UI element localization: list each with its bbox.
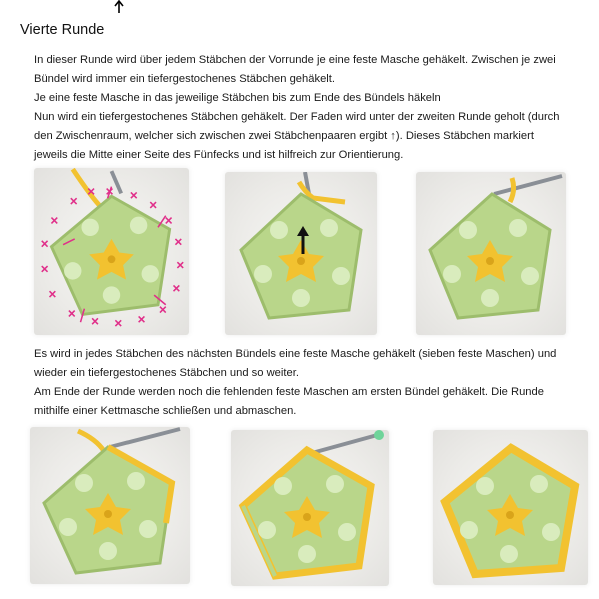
text-line: In dieser Runde wird über jedem Stäbchen der Vorrunde je eine feste Masche gehäkelt. Zwischen je zwei bbox=[34, 54, 556, 66]
step-1-photo bbox=[34, 168, 189, 335]
step-2-photo bbox=[225, 172, 377, 335]
text-line: mithilfe einer Kettmasche schließen und abmaschen. bbox=[34, 405, 297, 417]
text-line: Bündel wird immer ein tiefergestochenes Stäbchen gehäkelt. bbox=[34, 73, 335, 85]
text-line: Je eine feste Masche in das jeweilige Stäbchen bis zum Ende des Bündels häkeln bbox=[34, 92, 441, 104]
continuation-paragraph bbox=[34, 345, 586, 421]
arrow-up-icon bbox=[112, 0, 126, 14]
section-heading: Vierte Runde bbox=[20, 22, 105, 38]
step-4-photo bbox=[30, 427, 190, 584]
step-5-photo bbox=[231, 430, 389, 586]
step-3-photo bbox=[416, 172, 566, 335]
intro-paragraph bbox=[34, 51, 586, 165]
text-line: Es wird in jedes Stäbchen des nächsten Bündels eine feste Masche gehäkelt (sieben feste Maschen) und bbox=[34, 348, 557, 360]
text-line: jeweils die Mitte einer Seite des Fünfecks und ist hilfreich zur Orientierung. bbox=[34, 149, 404, 161]
text-line: wieder ein tiefergestochenes Stäbchen und so weiter. bbox=[34, 367, 299, 379]
text-line: den Zwischenraum, welcher sich zwischen zwei Stäbchenpaaren ergibt ↑). Dieses Stäbchen markiert bbox=[34, 130, 534, 142]
step-6-photo bbox=[433, 430, 588, 585]
text-line: Am Ende der Runde werden noch die fehlenden feste Maschen am ersten Bündel gehäkelt. Die Runde bbox=[34, 386, 544, 398]
text-line: Nun wird ein tiefergestochenes Stäbchen gehäkelt. Der Faden wird unter der zweiten Runde geholt (durch bbox=[34, 111, 560, 123]
